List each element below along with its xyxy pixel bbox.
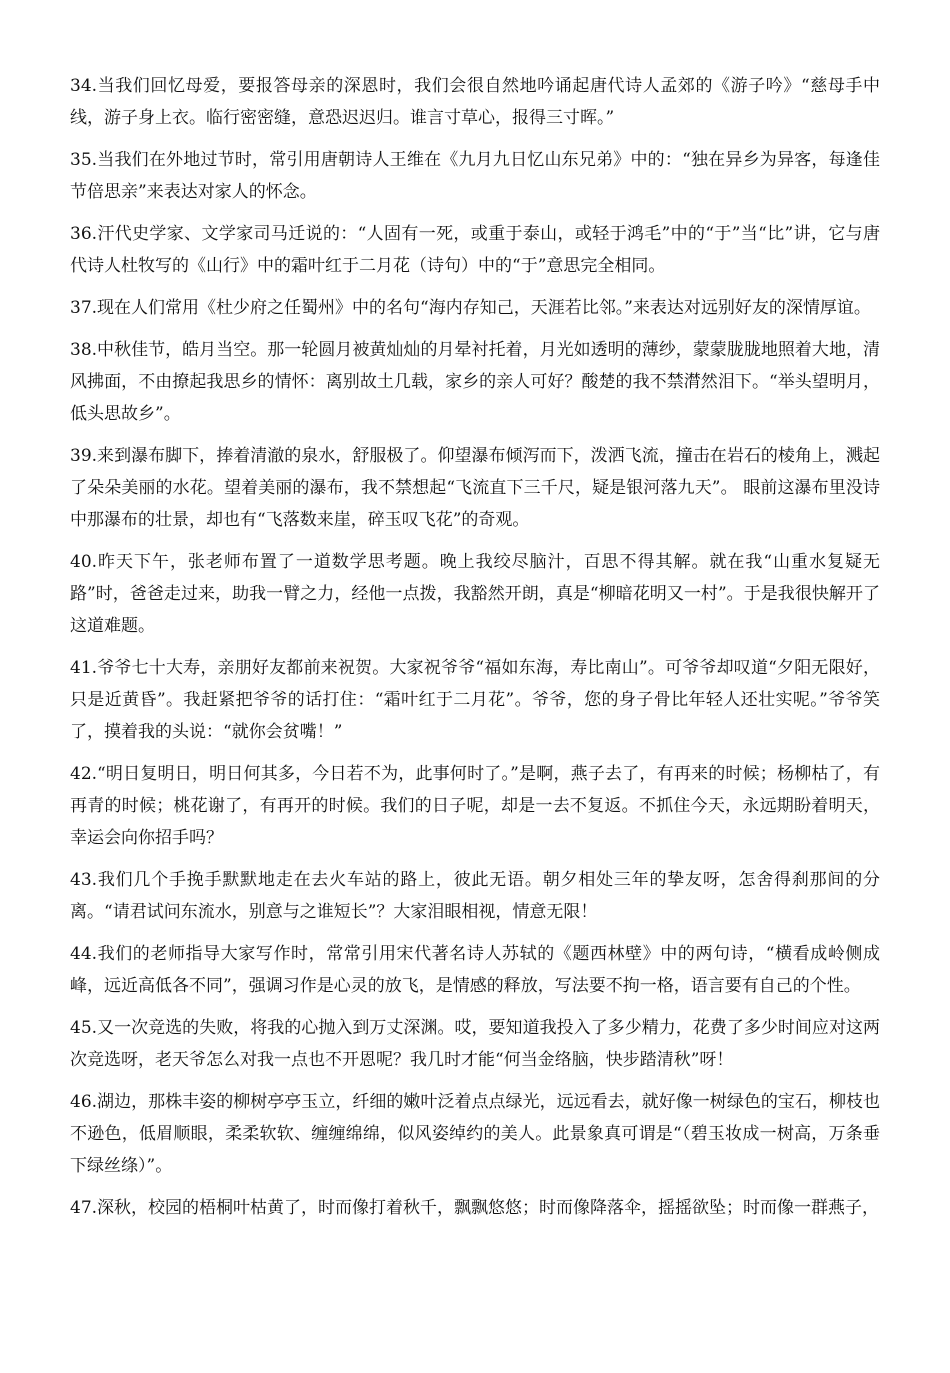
paragraph-36: 36.汗代史学家、文学家司马迁说的：“人固有一死，或重于泰山，或轻于鸿毛”中的“于”当“比”讲，它与唐代诗人杜牧写的《山行》中的霜叶红于二月花（诗句）中的“于”意思完全相同。: [70, 224, 880, 276]
paragraph-47: 47.深秋，校园的梧桐叶枯黄了，时而像打着秋千，飘飘悠悠；时而像降落伞，摇摇欲坠；时而像一群燕子，: [70, 1198, 880, 1218]
paragraph-34: 34.当我们回忆母爱，要报答母亲的深恩时，我们会很自然地吟诵起唐代诗人孟郊的《游子吟》“慈母手中线，游子身上衣。临行密密缝，意恐迟迟归。谁言寸草心，报得三寸晖。”: [70, 76, 880, 128]
paragraph-44: 44.我们的老师指导大家写作时，常常引用宋代著名诗人苏轼的《题西林壁》中的两句诗，“横看成岭侧成峰，远近高低各不同”，强调习作是心灵的放飞，是情感的释放，写法要不拘一格，语言要有自己的个性。: [70, 944, 880, 996]
paragraph-42: 42.“明日复明日，明日何其多，今日若不为，此事何时了。”是啊，燕子去了，有再来的时候；杨柳枯了，有再青的时候；桃花谢了，有再开的时候。我们的日子呢，却是一去不复返。不抓住今天，永远期盼着明天，幸运会向你招手吗？: [70, 764, 880, 848]
paragraph-37: 37.现在人们常用《杜少府之任蜀州》中的名句“海内存知己，天涯若比邻。”来表达对远别好友的深情厚谊。: [70, 298, 871, 318]
paragraph-40: 40.昨天下午，张老师布置了一道数学思考题。晚上我绞尽脑汁，百思不得其解。就在我“山重水复疑无路”时，爸爸走过来，助我一臂之力，经他一点拨，我豁然开朗，真是“柳暗花明又一村”。于是我很快解开了这道难题。: [70, 552, 880, 636]
paragraph-45: 45.又一次竞选的失败，将我的心抛入到万丈深渊。哎，要知道我投入了多少精力，花费了多少时间应对这两次竞选呀，老天爷怎么对我一点也不开恩呢？我几时才能“何当金络脑，快步踏清秋”呀！: [70, 1018, 880, 1070]
paragraph-38: 38.中秋佳节，皓月当空。那一轮圆月被黄灿灿的月晕衬托着，月光如透明的薄纱，蒙蒙胧胧地照着大地，清风拂面，不由撩起我思乡的情怀：离别故土几载，家乡的亲人可好？酸楚的我不禁潸然泪下。“举头望明月，低头思故乡”。: [70, 340, 880, 424]
paragraph-46: 46.湖边，那株丰姿的柳树亭亭玉立，纤细的嫩叶泛着点点绿光，远远看去，就好像一树绿色的宝石，柳枝也不逊色，低眉顺眼，柔柔软软、缠缠绵绵，似风姿绰约的美人。此景象真可谓是“（碧玉妆成一树高，万条垂下绿丝绦）”。: [70, 1092, 880, 1176]
paragraph-43: 43.我们几个手挽手默默地走在去火车站的路上，彼此无语。朝夕相处三年的挚友呀，怎舍得刹那间的分离。“请君试问东流水，别意与之谁短长”？大家泪眼相视，情意无限！: [70, 870, 880, 922]
paragraph-39: 39.来到瀑布脚下，捧着清澈的泉水，舒服极了。仰望瀑布倾泻而下，泼洒飞流，撞击在岩石的棱角上，溅起了朵朵美丽的水花。望着美丽的瀑布，我不禁想起“飞流直下三千尺，疑是银河落九天”。 眼前这瀑布里没诗中那瀑布的壮景，却也有“飞落数来崖，碎玉叹飞花”的奇观。: [70, 446, 880, 530]
paragraph-35: 35.当我们在外地过节时，常引用唐朝诗人王维在《九月九日忆山东兄弟》中的：“独在异乡为异客，每逢佳节倍思亲”来表达对家人的怀念。: [70, 150, 880, 202]
paragraph-41: 41.爷爷七十大寿，亲朋好友都前来祝贺。大家祝爷爷“福如东海，寿比南山”。可爷爷却叹道“夕阳无限好，只是近黄昏”。我赶紧把爷爷的话打住：“霜叶红于二月花”。爷爷，您的身子骨比年轻人还壮实呢。”爷爷笑了，摸着我的头说：“就你会贫嘴！”: [70, 658, 880, 742]
